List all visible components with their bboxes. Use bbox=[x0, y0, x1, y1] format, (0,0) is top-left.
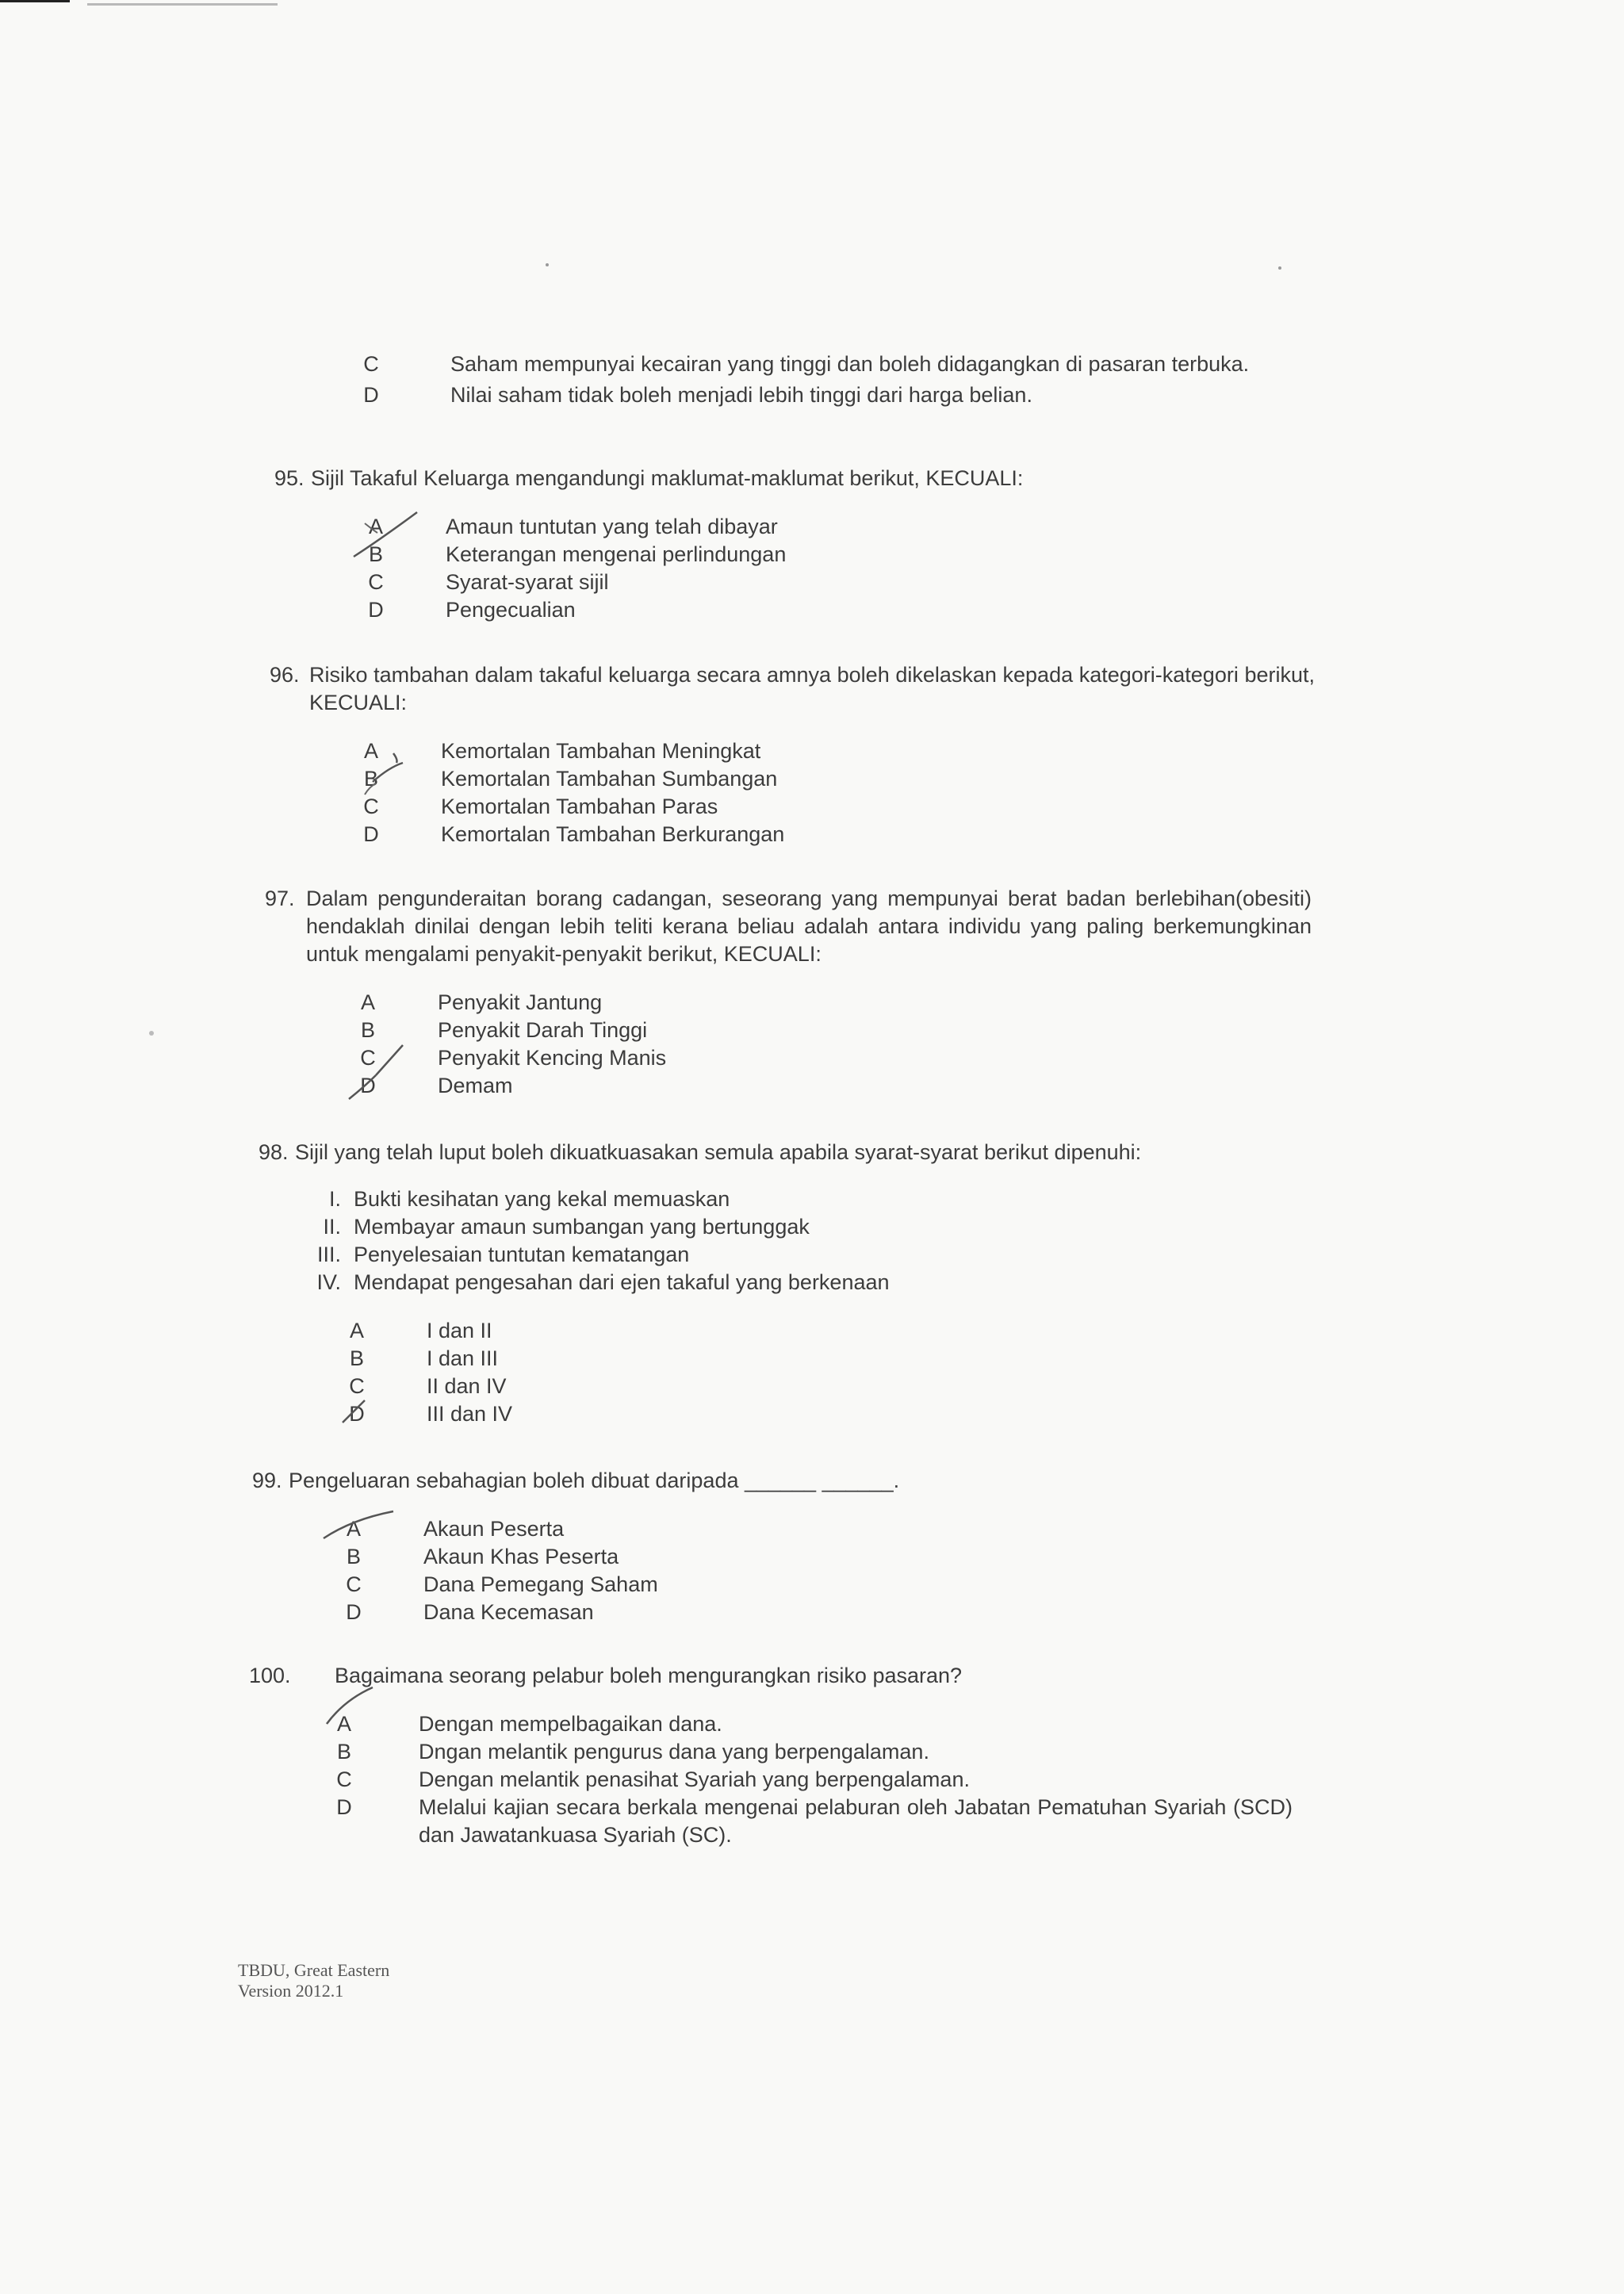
option-d bbox=[344, 1599, 1307, 1626]
option-text: Kemortalan Tambahan Berkurangan bbox=[441, 822, 785, 846]
option-letter: C bbox=[363, 352, 379, 376]
option-text: Syarat-syarat sijil bbox=[446, 570, 609, 594]
option-c bbox=[358, 1044, 1312, 1072]
option-text: Keterangan mengenai perlindungan bbox=[446, 542, 787, 566]
option-text: Dengan melantik penasihat Syariah yang berpengalaman. bbox=[419, 1767, 970, 1791]
option-text: Kemortalan Tambahan Sumbangan bbox=[441, 767, 778, 791]
question-99 bbox=[252, 1467, 1307, 1626]
option-letter: D bbox=[346, 1600, 362, 1624]
statement-item bbox=[290, 1269, 1308, 1296]
statement-list bbox=[290, 1185, 1308, 1296]
question-96 bbox=[270, 661, 1315, 848]
option-text: II dan IV bbox=[427, 1374, 507, 1398]
option-letter: D bbox=[336, 1795, 352, 1819]
option-letter: B bbox=[336, 1740, 351, 1764]
option-text: Penyakit Kencing Manis bbox=[438, 1046, 667, 1070]
option-text: Dana Pemegang Saham bbox=[423, 1572, 658, 1596]
option-letter: C bbox=[349, 1374, 365, 1398]
statement-text: Bukti kesihatan yang kekal memuaskan bbox=[354, 1187, 730, 1211]
question-number: 99. bbox=[252, 1469, 282, 1492]
option-c bbox=[344, 1571, 1307, 1599]
option-b bbox=[347, 1345, 1308, 1373]
option-letter: D bbox=[368, 598, 384, 622]
option-text: I dan III bbox=[427, 1346, 499, 1370]
option-b bbox=[366, 541, 1318, 569]
option-c bbox=[347, 1373, 1308, 1400]
option-d bbox=[358, 1072, 1312, 1100]
question-number: 100. bbox=[249, 1664, 291, 1687]
option-text: Pengecualian bbox=[446, 598, 576, 622]
option-text: Akaun Peserta bbox=[423, 1517, 565, 1541]
statement-number: IV. bbox=[316, 1270, 341, 1294]
option-d bbox=[347, 1400, 1308, 1428]
option-text: III dan IV bbox=[427, 1402, 513, 1426]
statement-item bbox=[290, 1185, 1308, 1213]
question-number: 98. bbox=[259, 1140, 289, 1164]
statement-number: III. bbox=[316, 1243, 341, 1266]
statement-item bbox=[290, 1213, 1308, 1241]
option-a bbox=[347, 1317, 1308, 1345]
option-text: Akaun Khas Peserta bbox=[423, 1545, 619, 1568]
option-letter: B bbox=[360, 1018, 375, 1042]
option-a bbox=[362, 737, 1315, 765]
option-text: Dana Kecemasan bbox=[423, 1600, 594, 1624]
option-text: Demam bbox=[438, 1074, 513, 1097]
scan-speck bbox=[546, 263, 549, 266]
option-c bbox=[335, 1766, 1293, 1794]
scan-speck bbox=[1278, 266, 1281, 270]
option-a bbox=[344, 1515, 1307, 1543]
option-letter: C bbox=[363, 795, 379, 818]
option-letter: C bbox=[360, 1046, 376, 1070]
question-97 bbox=[265, 885, 1312, 1100]
option-c bbox=[362, 350, 1324, 378]
option-text: Saham mempunyai kecairan yang tinggi dan boleh didagangkan di pasaran terbuka. bbox=[450, 352, 1250, 376]
document-footer bbox=[238, 1960, 389, 2001]
option-a bbox=[335, 1710, 1293, 1738]
statement-number: I. bbox=[328, 1187, 341, 1211]
question-text: Bagaimana seorang pelabur boleh mengurangkan risiko pasaran? bbox=[335, 1664, 963, 1687]
question-number: 96. bbox=[270, 663, 300, 687]
statement-text: Mendapat pengesahan dari ejen takaful yang berkenaan bbox=[354, 1270, 890, 1294]
option-text: Amaun tuntutan yang telah dibayar bbox=[446, 515, 778, 538]
option-letter: B bbox=[368, 542, 383, 566]
question-text: Pengeluaran sebahagian boleh dibuat daripada ______ ______. bbox=[289, 1469, 900, 1492]
statement-text: Penyelesaian tuntutan kematangan bbox=[354, 1243, 690, 1266]
option-c bbox=[362, 793, 1315, 821]
option-letter: A bbox=[336, 1712, 351, 1736]
option-c bbox=[366, 569, 1318, 596]
question-100 bbox=[249, 1662, 1293, 1849]
question-95 bbox=[274, 465, 1318, 624]
option-text: Dengan mempelbagaikan dana. bbox=[419, 1712, 722, 1736]
option-letter: D bbox=[360, 1074, 376, 1097]
scan-speck bbox=[149, 1031, 154, 1036]
option-text: Melalui kajian secara berkala mengenai pelaburan oleh Jabatan Pematuhan Syariah (SCD) dan Jawatankuasa Syariah (SC). bbox=[419, 1795, 1293, 1847]
option-d bbox=[362, 821, 1315, 848]
footer-line-1: TBDU, Great Eastern bbox=[238, 1960, 390, 1980]
statement-text: Membayar amaun sumbangan yang bertunggak bbox=[354, 1215, 810, 1239]
option-text: Nilai saham tidak boleh menjadi lebih tinggi dari harga belian. bbox=[450, 383, 1032, 407]
footer-line-2: Version 2012.1 bbox=[238, 1981, 344, 2001]
option-letter: D bbox=[349, 1402, 365, 1426]
option-letter: A bbox=[360, 990, 375, 1014]
option-b bbox=[358, 1017, 1312, 1044]
option-text: Penyakit Darah Tinggi bbox=[438, 1018, 648, 1042]
option-text: Kemortalan Tambahan Paras bbox=[441, 795, 718, 818]
option-a bbox=[366, 513, 1318, 541]
option-b bbox=[335, 1738, 1293, 1766]
option-text: I dan II bbox=[427, 1319, 492, 1342]
question-98 bbox=[259, 1139, 1308, 1428]
option-letter: A bbox=[363, 739, 378, 763]
question-number: 97. bbox=[265, 887, 295, 910]
question-text: Dalam pengunderaitan borang cadangan, seseorang yang mempunyai berat badan berlebihan(obesiti) hendaklah dinilai dengan lebih teliti kerana beliau adalah antara individu yang paling berkemungkinan untuk mengalami penyakit-penyakit berikut, KECUALI: bbox=[306, 887, 1312, 966]
option-d bbox=[366, 596, 1318, 624]
question-94-tail bbox=[362, 350, 1324, 409]
option-d bbox=[335, 1794, 1293, 1849]
option-letter: B bbox=[363, 767, 378, 791]
question-text: Risiko tambahan dalam takaful keluarga secara amnya boleh dikelaskan kepada kategori-kategori berikut, KECUALI: bbox=[309, 663, 1315, 714]
statement-number: II. bbox=[323, 1215, 341, 1239]
option-letter: D bbox=[363, 822, 379, 846]
scan-edge-fade bbox=[87, 3, 278, 6]
option-letter: A bbox=[368, 515, 383, 538]
question-text: Sijil yang telah luput boleh dikuatkuasakan semula apabila syarat-syarat berikut dipenuhi: bbox=[295, 1140, 1142, 1164]
option-b bbox=[344, 1543, 1307, 1571]
option-letter: C bbox=[336, 1767, 352, 1791]
option-letter: B bbox=[349, 1346, 364, 1370]
option-a bbox=[358, 989, 1312, 1017]
option-d bbox=[362, 381, 1324, 409]
option-text: Penyakit Jantung bbox=[438, 990, 603, 1014]
option-letter: B bbox=[346, 1545, 361, 1568]
option-letter: A bbox=[346, 1517, 361, 1541]
option-letter: C bbox=[368, 570, 384, 594]
option-text: Dngan melantik pengurus dana yang berpengalaman. bbox=[419, 1740, 929, 1764]
option-text: Kemortalan Tambahan Meningkat bbox=[441, 739, 761, 763]
question-number: 95. bbox=[274, 466, 304, 490]
question-text: Sijil Takaful Keluarga mengandungi maklumat-maklumat berikut, KECUALI: bbox=[311, 466, 1024, 490]
option-b bbox=[362, 765, 1315, 793]
option-letter: D bbox=[363, 383, 379, 407]
option-letter: A bbox=[349, 1319, 364, 1342]
scan-edge-line bbox=[0, 0, 70, 2]
statement-item bbox=[290, 1241, 1308, 1269]
option-letter: C bbox=[346, 1572, 362, 1596]
